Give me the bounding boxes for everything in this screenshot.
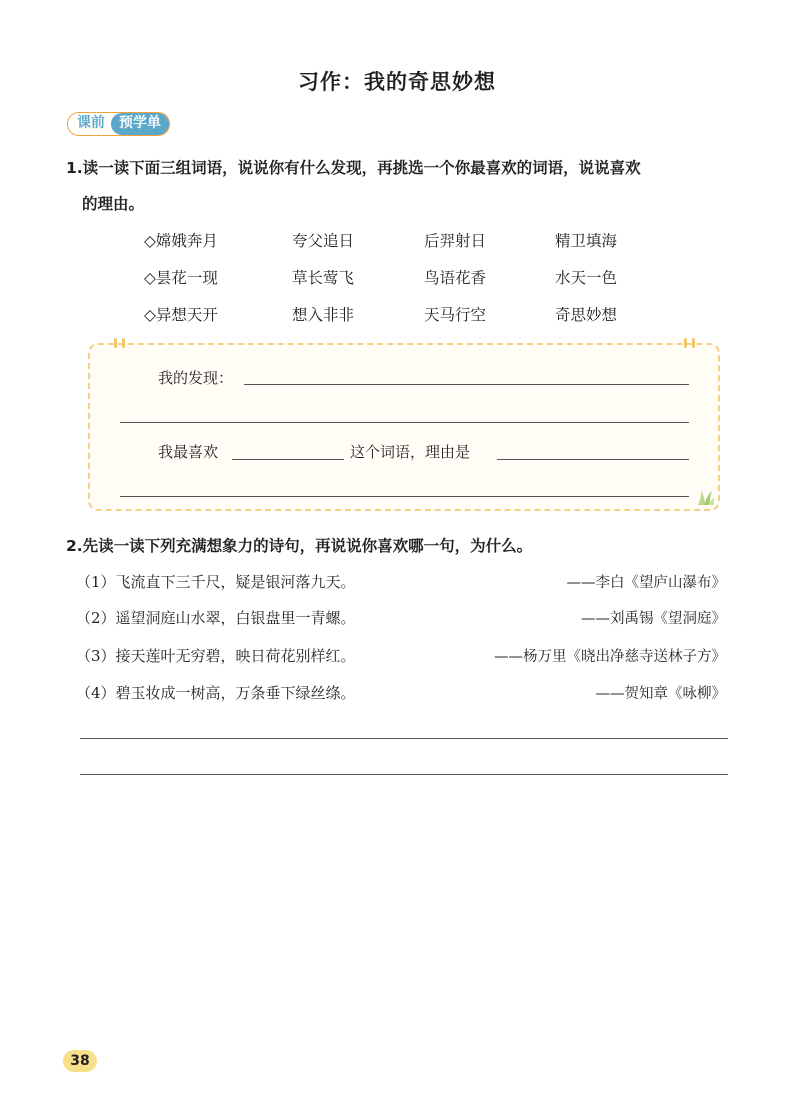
favorite-prefix: 我最喜欢 xyxy=(158,443,219,461)
word: 天马行空 xyxy=(424,306,487,324)
q2-answer-line-2[interactable] xyxy=(80,774,728,775)
box-pin xyxy=(114,338,117,348)
badge-label-preview-sheet: 预学单 xyxy=(111,113,169,135)
preview-badge xyxy=(67,112,170,136)
reason-answer-line-2[interactable] xyxy=(120,496,689,497)
discovery-answer-line[interactable] xyxy=(244,384,689,385)
discovery-answer-line-2[interactable] xyxy=(120,422,689,423)
word: ◇异想天开 xyxy=(144,306,218,324)
word: 夸父追日 xyxy=(292,232,355,250)
box-pin xyxy=(122,338,125,348)
poem-source-1: ——李白《望庐山瀑布》 xyxy=(566,575,726,591)
reason-answer-line[interactable] xyxy=(497,459,689,460)
poem-line-4: （4）碧玉妆成一树高，万条垂下绿丝绦。 xyxy=(76,684,356,702)
word: 精卫填海 xyxy=(555,232,618,250)
word: 后羿射日 xyxy=(424,232,487,250)
word: 鸟语花香 xyxy=(424,269,487,287)
poem-source-4: ——贺知章《咏柳》 xyxy=(595,686,726,702)
poem-line-1: （1）飞流直下三千尺，疑是银河落九天。 xyxy=(76,573,356,591)
poem-line-3: （3）接天莲叶无穷碧，映日荷花别样红。 xyxy=(76,647,356,665)
page-title: 习作：我的奇思妙想 xyxy=(298,70,496,94)
word: 水天一色 xyxy=(555,269,618,287)
poem-source-3: ——杨万里《晓出净慈寺送林子方》 xyxy=(494,649,726,665)
favorite-middle-text: 这个词语，理由是 xyxy=(350,443,471,461)
favorite-word-blank[interactable] xyxy=(232,459,344,460)
question-1-line-2: 的理由。 xyxy=(82,195,145,213)
page-number: 38 xyxy=(63,1050,97,1072)
grass-icon xyxy=(696,488,716,506)
question-2-text: 2.先读一读下列充满想象力的诗句，再说说你喜欢哪一句，为什么。 xyxy=(66,537,533,555)
word: 草长莺飞 xyxy=(292,269,355,287)
discovery-label: 我的发现： xyxy=(158,369,234,387)
word: ◇嫦娥奔月 xyxy=(144,232,218,250)
word: ◇昙花一现 xyxy=(144,269,218,287)
q2-answer-line-1[interactable] xyxy=(80,738,728,739)
box-pin xyxy=(684,338,687,348)
word: 奇思妙想 xyxy=(555,306,618,324)
question-1-line-1: 1.读一读下面三组词语，说说你有什么发现，再挑选一个你最喜欢的词语，说说喜欢 xyxy=(66,159,641,177)
poem-source-2: ——刘禹锡《望洞庭》 xyxy=(581,611,726,627)
word: 想入非非 xyxy=(292,306,355,324)
box-pin xyxy=(692,338,695,348)
poem-line-2: （2）遥望洞庭山水翠，白银盘里一青螺。 xyxy=(76,609,356,627)
badge-label-before-class: 课前 xyxy=(68,113,111,135)
